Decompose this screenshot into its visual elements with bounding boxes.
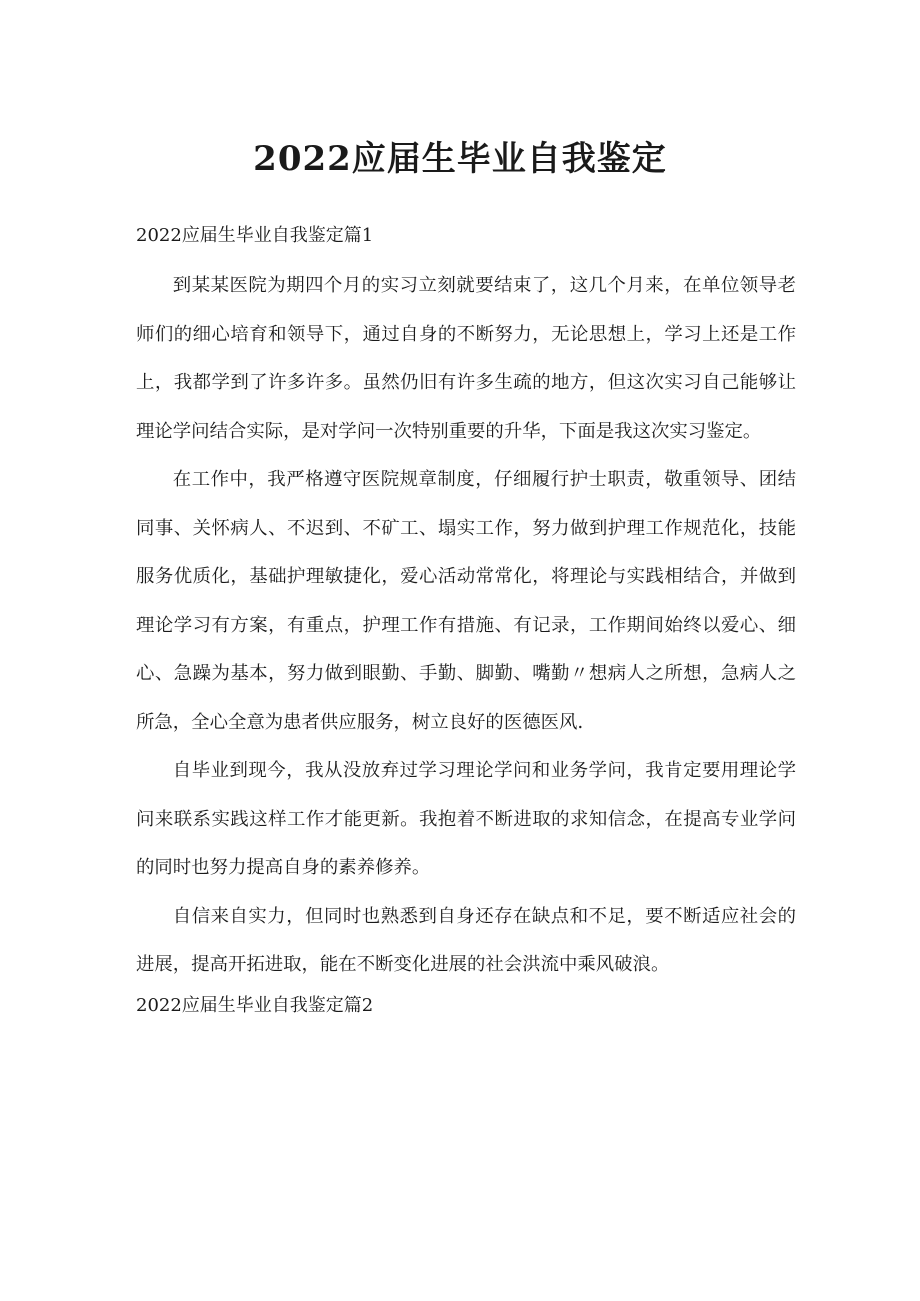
section-heading-1: 2022应届生毕业自我鉴定篇1 xyxy=(136,225,374,246)
paragraph-4: 自信来自实力，但同时也熟悉到自身还存在缺点和不足，要不断适应社会的进展，提高开拓进取，能在不断变化进展的社会洪流中乘风破浪。 xyxy=(136,905,796,975)
paragraph-3: 自毕业到现今，我从没放弃过学习理论学问和业务学问，我肯定要用理论学问来联系实践这样工作才能更新。我抱着不断进取的求知信念，在提高专业学问的同时也努力提高自身的素养修养。 xyxy=(136,760,796,878)
section-heading-2: 2022应届生毕业自我鉴定篇2 xyxy=(136,994,374,1016)
paragraph-2: 在工作中，我严格遵守医院规章制度，仔细履行护士职责，敬重领导、团结同事、关怀病人、不迟到、不矿工、塌实工作，努力做到护理工作规范化，技能服务优质化，基础护理敏捷化，爱心活动常常化，将理论与实践相结合，并做到理论学习有方案，有重点，护理工作有措施、有记录，工作期间始终以爱心、细心、急躁为基本，努力做到眼勤、手勤、脚勤、嘴勤〃想病人之所想，急病人之所急，全心全意为患者供应服务，树立良好的医德医风. xyxy=(136,469,796,733)
document-title: 2022应届生毕业自我鉴定 xyxy=(253,139,667,179)
paragraph-1: 到某某医院为期四个月的实习立刻就要结束了，这几个月来，在单位领导老师们的细心培育和领导下，通过自身的不断努力，无论思想上，学习上还是工作上，我都学到了许多许多。虽然仍旧有许多生疏的地方，但这次实习自己能够让理论学问结合实际，是对学问一次特别重要的升华，下面是我这次实习鉴定。 xyxy=(136,275,796,442)
document-body xyxy=(136,220,796,1032)
